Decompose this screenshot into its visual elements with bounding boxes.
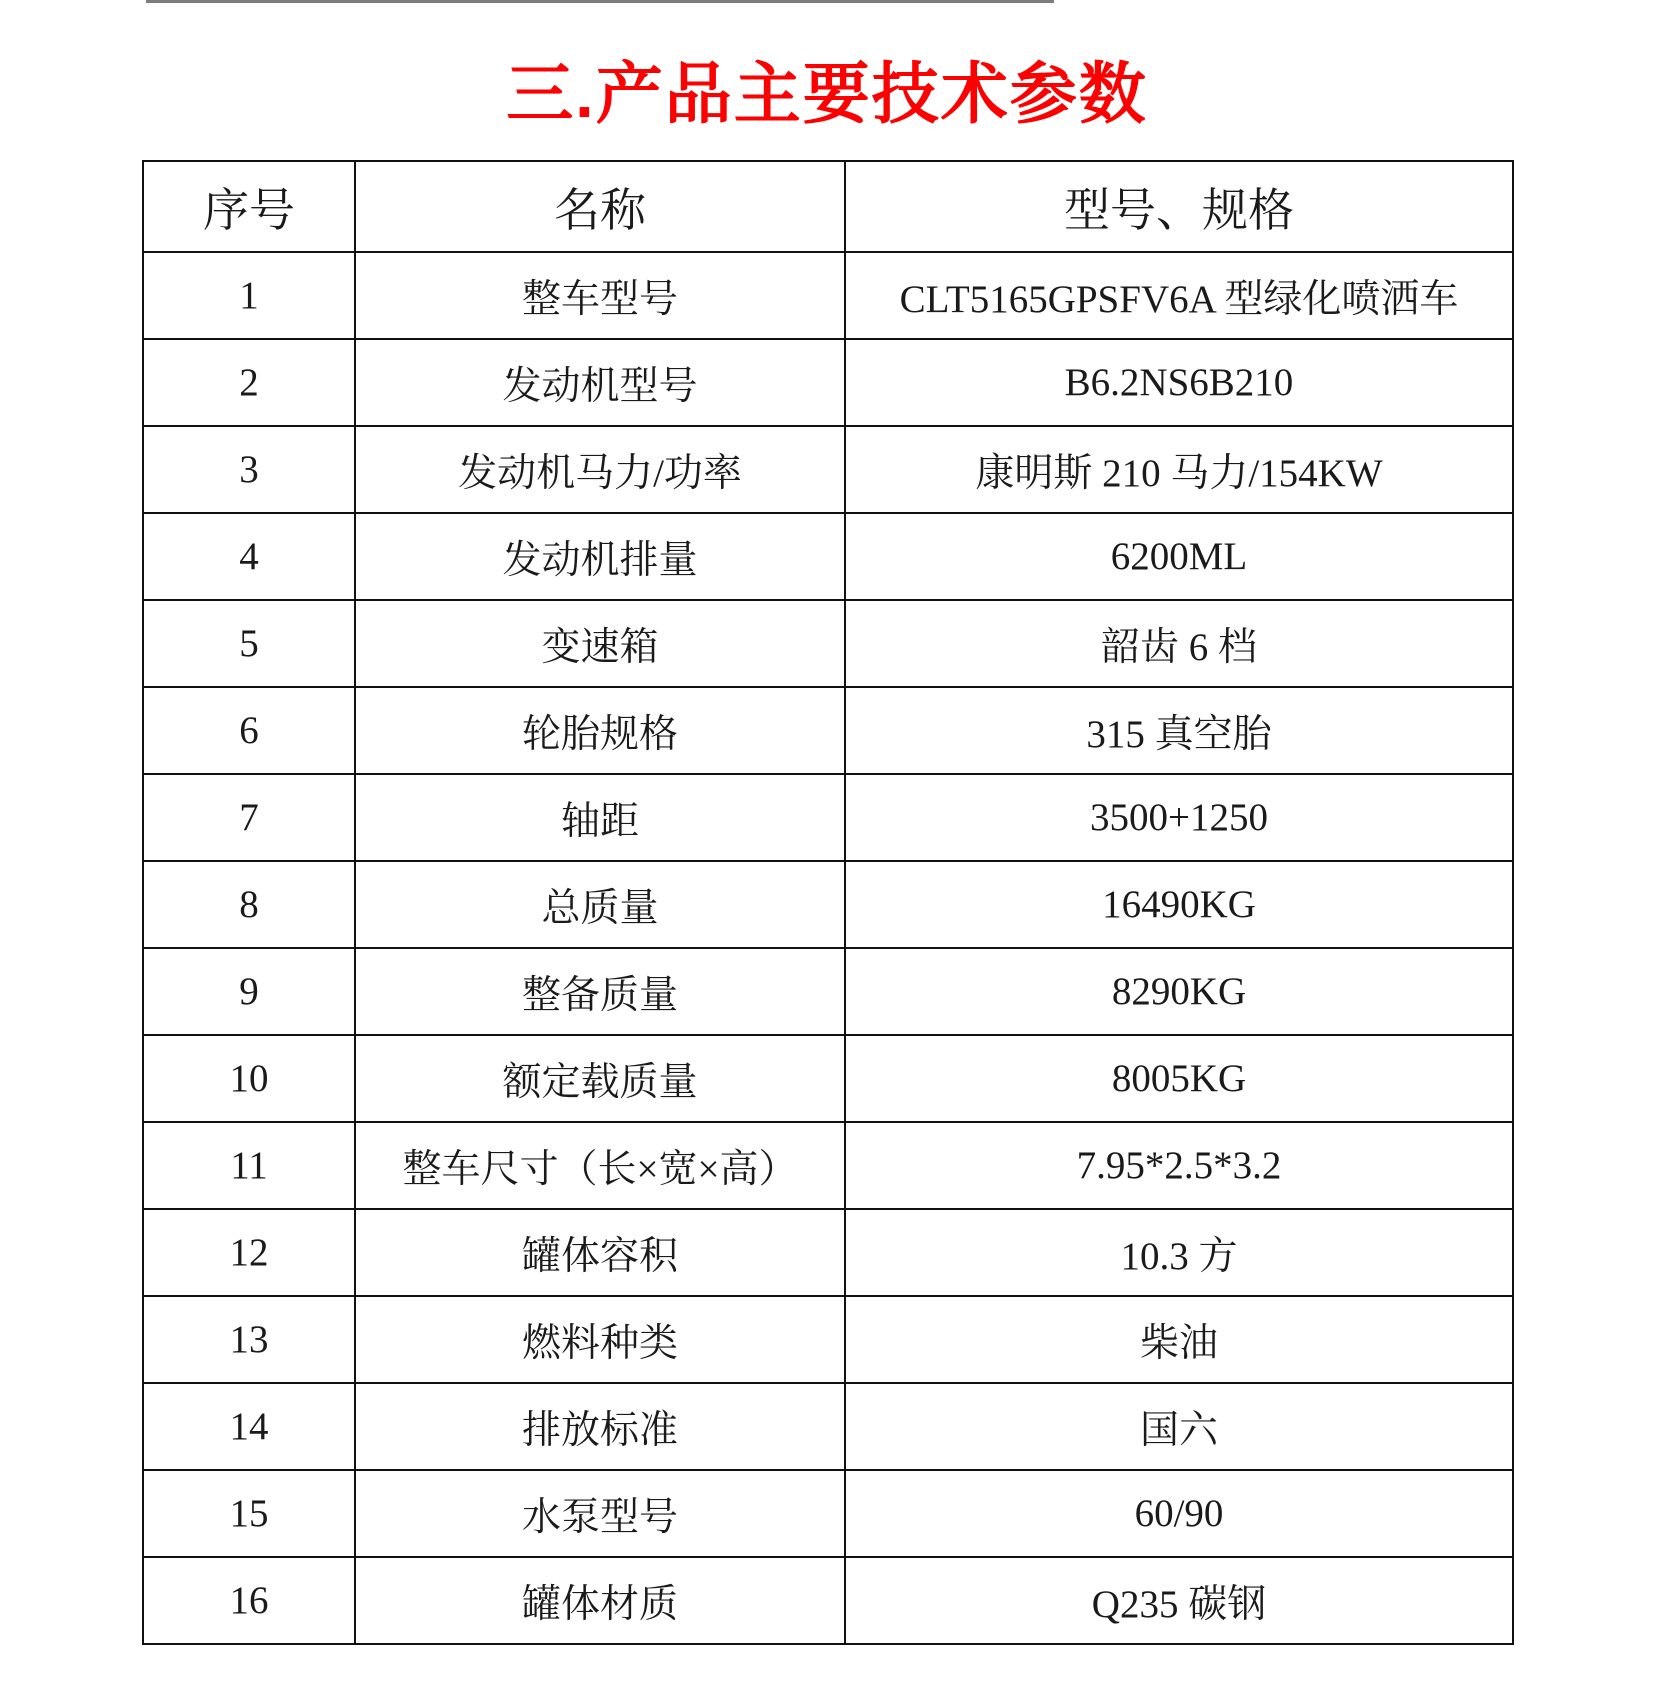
- table-header-row: [143, 161, 1513, 252]
- table-row: [143, 252, 1513, 339]
- param-name-cell: 变速箱: [355, 600, 845, 687]
- row-number-cell: 13: [143, 1296, 355, 1383]
- param-name-cell: 罐体材质: [355, 1557, 845, 1644]
- page-title: 三.产品主要技术参数: [506, 56, 1148, 132]
- param-name-cell: 罐体容积: [355, 1209, 845, 1296]
- column-header-spec: 型号、规格: [845, 161, 1513, 252]
- table-row: [143, 426, 1513, 513]
- row-number-cell: 4: [143, 513, 355, 600]
- param-name-cell: 整车型号: [355, 252, 845, 339]
- column-header-index: 序号: [143, 161, 355, 252]
- param-name-cell: 水泵型号: [355, 1470, 845, 1557]
- table-row: [143, 1383, 1513, 1470]
- param-spec-cell: 韶齿 6 档: [845, 600, 1513, 687]
- table-row: [143, 1557, 1513, 1644]
- column-header-name: 名称: [355, 161, 845, 252]
- param-spec-cell: 7.95*2.5*3.2: [845, 1122, 1513, 1209]
- table-row: [143, 861, 1513, 948]
- table-row: [143, 1122, 1513, 1209]
- row-number-cell: 2: [143, 339, 355, 426]
- param-name-cell: 发动机型号: [355, 339, 845, 426]
- row-number-cell: 8: [143, 861, 355, 948]
- row-number-cell: 5: [143, 600, 355, 687]
- row-number-cell: 9: [143, 948, 355, 1035]
- row-number-cell: 16: [143, 1557, 355, 1644]
- row-number-cell: 12: [143, 1209, 355, 1296]
- param-name-cell: 燃料种类: [355, 1296, 845, 1383]
- param-name-cell: 总质量: [355, 861, 845, 948]
- row-number-cell: 14: [143, 1383, 355, 1470]
- table-row: [143, 1296, 1513, 1383]
- page-top-scan-artifact: [146, 0, 1054, 3]
- param-spec-cell: 8005KG: [845, 1035, 1513, 1122]
- row-number-cell: 1: [143, 252, 355, 339]
- table-row: [143, 774, 1513, 861]
- row-number-cell: 6: [143, 687, 355, 774]
- table-row: [143, 513, 1513, 600]
- technical-parameters-table: [142, 160, 1514, 1645]
- param-name-cell: 排放标准: [355, 1383, 845, 1470]
- param-name-cell: 额定载质量: [355, 1035, 845, 1122]
- param-name-cell: 发动机排量: [355, 513, 845, 600]
- param-spec-cell: 60/90: [845, 1470, 1513, 1557]
- param-spec-cell: 3500+1250: [845, 774, 1513, 861]
- param-name-cell: 整车尺寸（长×宽×高）: [355, 1122, 845, 1209]
- param-spec-cell: B6.2NS6B210: [845, 339, 1513, 426]
- param-spec-cell: 10.3 方: [845, 1209, 1513, 1296]
- param-spec-cell: 国六: [845, 1383, 1513, 1470]
- row-number-cell: 3: [143, 426, 355, 513]
- param-spec-cell: Q235 碳钢: [845, 1557, 1513, 1644]
- table-row: [143, 687, 1513, 774]
- param-spec-cell: 柴油: [845, 1296, 1513, 1383]
- row-number-cell: 10: [143, 1035, 355, 1122]
- param-name-cell: 发动机马力/功率: [355, 426, 845, 513]
- param-name-cell: 整备质量: [355, 948, 845, 1035]
- param-spec-cell: 16490KG: [845, 861, 1513, 948]
- table-row: [143, 1470, 1513, 1557]
- table-row: [143, 1035, 1513, 1122]
- row-number-cell: 7: [143, 774, 355, 861]
- table-row: [143, 948, 1513, 1035]
- row-number-cell: 11: [143, 1122, 355, 1209]
- param-name-cell: 轴距: [355, 774, 845, 861]
- param-spec-cell: 8290KG: [845, 948, 1513, 1035]
- param-spec-cell: CLT5165GPSFV6A 型绿化喷洒车: [845, 252, 1513, 339]
- param-spec-cell: 康明斯 210 马力/154KW: [845, 426, 1513, 513]
- table-row: [143, 1209, 1513, 1296]
- row-number-cell: 15: [143, 1470, 355, 1557]
- table-row: [143, 339, 1513, 426]
- param-spec-cell: 6200ML: [845, 513, 1513, 600]
- table-row: [143, 600, 1513, 687]
- param-spec-cell: 315 真空胎: [845, 687, 1513, 774]
- param-name-cell: 轮胎规格: [355, 687, 845, 774]
